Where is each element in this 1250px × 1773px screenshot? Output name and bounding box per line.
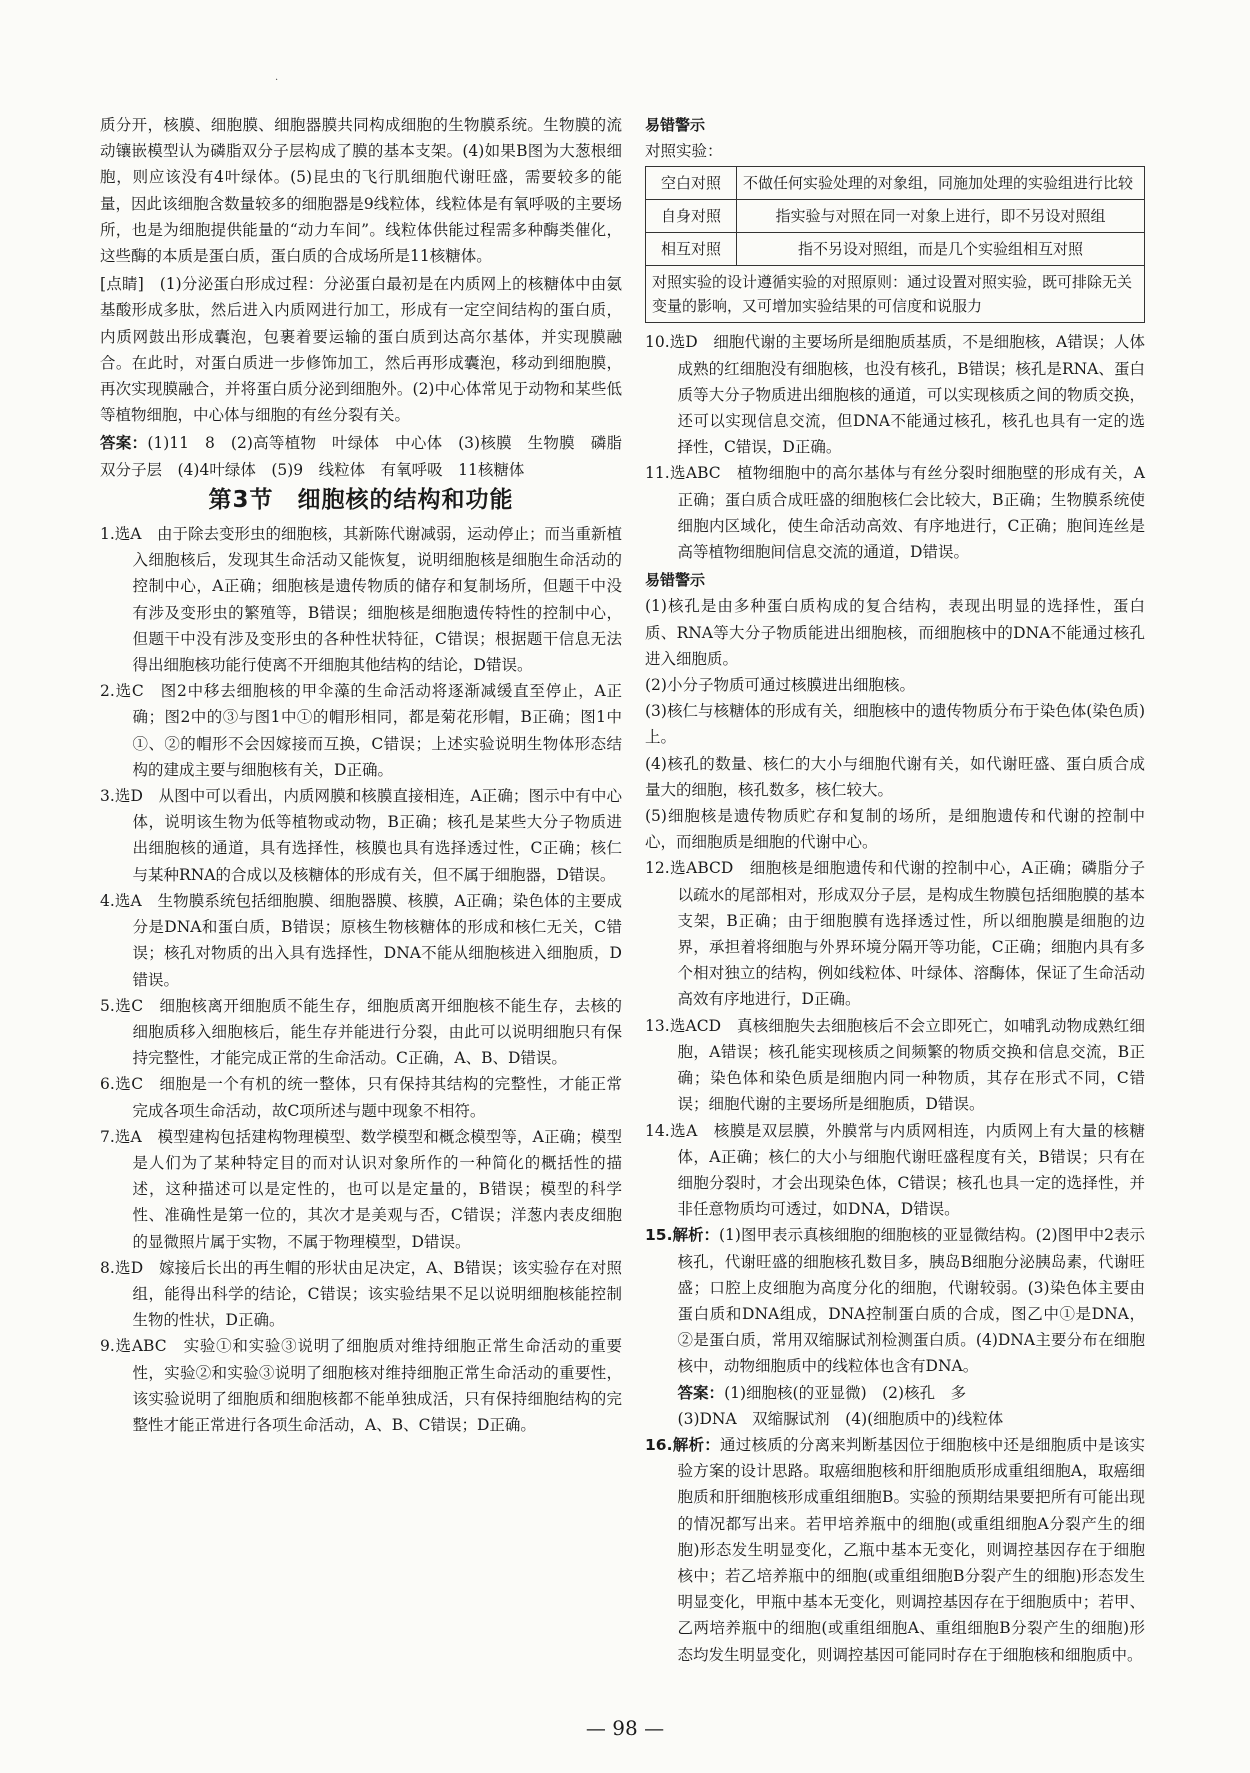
- page-number: — 98 —: [585, 1716, 665, 1740]
- list-item: 2.选C 图2中移去细胞核的甲伞藻的生命活动将逐渐减缓直至停止，A正确；图2中的③与图1中①的帽形相同，都是菊花形帽，B正确；图1中①、②的帽形不会因嫁接而互换，C错误；上述实验说明生物体形态结构的建成主要与细胞核有关，D正确。: [100, 682, 622, 779]
- item-16-text: 通过核质的分离来判断基因位于细胞核中还是细胞质中是该实验方案的设计思路。取癌细胞核和肝细胞质形成重组细胞A，取癌细胞质和肝细胞核形成重组细胞B。实验的预期结果要把所有可能出现的情况都写出来。若甲培养瓶中的细胞(或重组细胞A分裂产生的细胞)形态发生明显变化，乙瓶中基本无变化，则调控基因存在于细胞核中；若乙培养瓶中的细胞(或重组细胞B分裂产生的细胞)形态发生明显变化，甲瓶中基本无变化，则调控基因存在于细胞质中；若甲、乙两培养瓶中的细胞(或重组细胞A、重组细胞B分裂产生的细胞)形态均发生明显变化，则调控基因可能同时存在于细胞核和细胞质中。: [677, 1435, 1145, 1664]
- warning-line: (5)细胞核是遗传物质贮存和复制的场所，是细胞遗传和代谢的控制中心，而细胞质是细胞的代谢中心。: [645, 807, 1145, 852]
- item-15: [645, 1222, 1145, 1379]
- error-warning-heading: 易错警示: [645, 116, 706, 134]
- list-item: 4.选A 生物膜系统包括细胞膜、细胞器膜、核膜，A正确；染色体的主要成分是DNA和蛋白质，B错误；原核生物核糖体的形成和核仁无关，C错误；核孔对物质的出入具有选择性，DNA不能从细胞核进入细胞质，D错误。: [100, 891, 622, 989]
- item-15-answer-line-2: (3)DNA 双缩脲试剂 (4)(细胞质中的)线粒体: [677, 1409, 1004, 1428]
- table-cell-value: 指实验与对照在同一对象上进行，即不另设对照组: [737, 200, 1145, 233]
- list-item: 9.选ABC 实验①和实验③说明了细胞质对维持细胞正常生命活动的重要性，实验②和实验③说明了细胞核对维持细胞正常生命活动的重要性，该实验说明了细胞质和细胞核都不能单独成活，只有保持细胞结构的完整性才能正常进行各项生命活动，A、B、C错误；D正确。: [100, 1337, 622, 1434]
- answer-paragraph: 质分开，核膜、细胞膜、细胞器膜共同构成细胞的生物膜系统。生物膜的流动镶嵌模型认为磷脂双分子层构成了膜的基本支架。(4)如果B图为大葱根细胞，则应该没有4叶绿体。(5)昆虫的飞行肌细胞代谢旺盛，需要较多的能量，因此该细胞含数量较多的细胞器是9线粒体，线粒体是有氧呼吸的主要场所，也是为细胞提供能量的“动力车间”。线粒体供能过程需多种酶类催化，这些酶的本质是蛋白质，蛋白质的合成场所是11核糖体。: [100, 116, 622, 266]
- control-experiment-table: [645, 166, 1145, 323]
- item-15-answer-label: 答案：: [677, 1383, 725, 1402]
- answer-block: [100, 430, 622, 482]
- item-15-text: (1)图甲表示真核细胞的细胞核的亚显微结构。(2)图甲中2表示核孔，代谢旺盛的细胞核孔数目多，胰岛B细胞分泌胰岛素，代谢旺盛；口腔上皮细胞为高度分化的细胞，代谢较弱。(3)染色体主要由蛋白质和DNA组成，DNA控制蛋白质的合成，图乙中①是DNA，②是蛋白质，常用双缩脲试剂检测蛋白质。(4)DNA主要分布在细胞核中，动物细胞质中的线粒体也含有DNA。: [677, 1226, 1145, 1376]
- table-row: [646, 200, 1145, 233]
- table-cell-key: 相互对照: [646, 233, 737, 266]
- table-cell-key: 自身对照: [646, 200, 737, 233]
- table-note: 对照实验的设计遵循实验的对照原则：通过设置对照实验，既可排除无关变量的影响，又可增加实验结果的可信度和说服力: [646, 266, 1145, 323]
- left-column: [100, 112, 622, 1438]
- item-16-label: 16.解析：: [645, 1435, 720, 1454]
- list-item: 13.选ACD 真核细胞失去细胞核后不会立即死亡，如哺乳动物成熟红细胞，A错误；核孔能实现核质之间频繁的物质交换和信息交流，B正确；染色体和染色质是细胞内同一种物质，其存在形式不同，C错误；细胞代谢的主要场所是细胞质，D错误。: [645, 1016, 1145, 1114]
- scan-speck: ·: [275, 75, 279, 86]
- answer-label: 答案：: [100, 434, 148, 453]
- list-item: 1.选A 由于除去变形虫的细胞核，其新陈代谢减弱，运动停止；而当重新植入细胞核后，发现其生命活动又能恢复，说明细胞核是细胞生命活动的控制中心，A正确；细胞核是遗传物质的储存和复制场所，但题干中没有涉及变形虫的繁殖等，B错误；细胞核是细胞遗传特性的控制中心，但题干中没有涉及变形虫的各种性状特征，C错误；根据题干信息无法得出细胞核功能行使离不开细胞其他结构的结论，D错误。: [100, 525, 622, 675]
- table-cell-value: 不做任何实验处理的对象组，同施加处理的实验组进行比较: [737, 167, 1145, 200]
- list-item: 3.选D 从图中可以看出，内质网膜和核膜直接相连，A正确；图示中有中心体，说明该生物为低等植物或动物，B正确；核孔是某些大分子物质进出细胞核的通道，具有选择性，核膜也具有选择透过性，C正确；核仁与某种RNA的合成以及核糖体的形成有关，但不属于细胞器，D错误。: [100, 787, 622, 884]
- list-item: 6.选C 细胞是一个有机的统一整体，只有保持其结构的完整性，才能正常完成各项生命活动，故C项所述与题中现象不相符。: [100, 1075, 622, 1120]
- error-warning-heading: 易错警示: [645, 571, 706, 590]
- table-row: [646, 167, 1145, 200]
- list-item: 14.选A 核膜是双层膜，外膜常与内质网相连，内质网上有大量的核糖体，A正确；核仁的大小与细胞代谢旺盛程度有关，B错误；只有在细胞分裂时，才会出现染色体，C错误；核孔也具一定的选择性，并非任意物质均可透过，如DNA，D错误。: [645, 1121, 1145, 1219]
- list-item: 8.选D 嫁接后长出的再生帽的形状由足决定，A、B错误；该实验存在对照组，能得出科学的结论，C错误；该实验结果不足以说明细胞核能控制生物的性状，D正确。: [100, 1258, 622, 1330]
- table-cell-value: 指不另设对照组，而是几个实验组相互对照: [737, 233, 1145, 266]
- item-15-answer: [645, 1380, 1145, 1406]
- warning-line: (3)核仁与核糖体的形成有关，细胞核中的遗传物质分布于染色体(染色质)上。: [645, 702, 1145, 747]
- section-title: 第3节 细胞核的结构和功能: [208, 486, 514, 513]
- warning-line: (2)小分子物质可通过核膜进出细胞核。: [645, 676, 915, 695]
- item-15-answer-line-1: (1)细胞核(的亚显微) (2)核孔 多: [724, 1383, 967, 1402]
- control-intro: 对照实验：: [645, 142, 723, 161]
- list-item: 11.选ABC 植物细胞中的高尔基体与有丝分裂时细胞壁的形成有关，A正确；蛋白质合成旺盛的细胞核仁会比较大，B正确；生物膜系统使细胞内区域化，使生命活动高效、有序地进行，C正确；胞间连丝是高等植物细胞间信息交流的通道，D错误。: [645, 464, 1145, 562]
- item-16: [645, 1432, 1145, 1668]
- table-row: [646, 233, 1145, 266]
- list-item: 12.选ABCD 细胞核是细胞遗传和代谢的控制中心，A正确；磷脂分子以疏水的尾部相对，形成双分子层，是构成生物膜包括细胞膜的基本支架，B正确；由于细胞膜有选择透过性，所以细胞膜是细胞的边界，承担着将细胞与外界环境分隔开等功能，C正确；细胞内具有多个相对独立的结构，例如线粒体、叶绿体、溶酶体，保证了生命活动高效有序地进行，D正确。: [645, 859, 1145, 1009]
- warning-line: (1)核孔是由多种蛋白质构成的复合结构，表现出明显的选择性，蛋白质、RNA等大分子物质能进出细胞核，而细胞核中的DNA不能通过核孔进入细胞质。: [645, 597, 1145, 668]
- warning-line: (4)核孔的数量、核仁的大小与细胞代谢有关，如代谢旺盛、蛋白质合成量大的细胞，核孔数多，核仁较大。: [645, 754, 1145, 799]
- table-cell-key: 空白对照: [646, 167, 737, 200]
- answer-text: (1)11 8 (2)高等植物 叶绿体 中心体 (3)核膜 生物膜 磷脂双分子层 (4)4叶绿体 (5)9 线粒体 有氧呼吸 11核糖体: [100, 434, 622, 479]
- list-item: 10.选D 细胞代谢的主要场所是细胞质基质，不是细胞核，A错误；人体成熟的红细胞没有细胞核，也没有核孔，B错误；核孔是RNA、蛋白质等大分子物质进出细胞核的通道，可以实现核质之间的物质交换，还可以实现信息交流，但DNA不能通过核孔，核孔也具有一定的选择性，C错误，D正确。: [645, 333, 1145, 457]
- point-paragraph: [点睛] (1)分泌蛋白形成过程：分泌蛋白最初是在内质网上的核糖体中由氨基酸形成多肽，然后进入内质网进行加工，形成有一定空间结构的蛋白质，内质网鼓出形成囊泡，包裹着要运输的蛋白质到达高尔基体，并实现膜融合。在此时，对蛋白质进一步修饰加工，然后再形成囊泡，移动到细胞膜，再次实现膜融合，并将蛋白质分泌到细胞外。(2)中心体常见于动物和某些低等植物细胞，中心体与细胞的有丝分裂有关。: [100, 275, 622, 425]
- list-item: 7.选A 模型建构包括建构物理模型、数学模型和概念模型等，A正确；模型是人们为了某种特定目的而对认识对象所作的一种简化的概括性的描述，这种描述可以是定性的，也可以是定量的，B错误；模型的科学性、准确性是第一位的，其次才是美观与否，C错误；洋葱内表皮细胞的显微照片属于实物，不属于物理模型，D错误。: [100, 1127, 622, 1251]
- item-15-label: 15.解析：: [645, 1226, 719, 1245]
- right-column: [645, 112, 1145, 1668]
- table-row: [646, 266, 1145, 323]
- list-item: 5.选C 细胞核离开细胞质不能生存，细胞质离开细胞核不能生存，去核的细胞质移入细胞核后，能生存并能进行分裂，由此可以说明细胞只有保持完整性，才能完成正常的生命活动。C正确，A、B、D错误。: [100, 996, 622, 1068]
